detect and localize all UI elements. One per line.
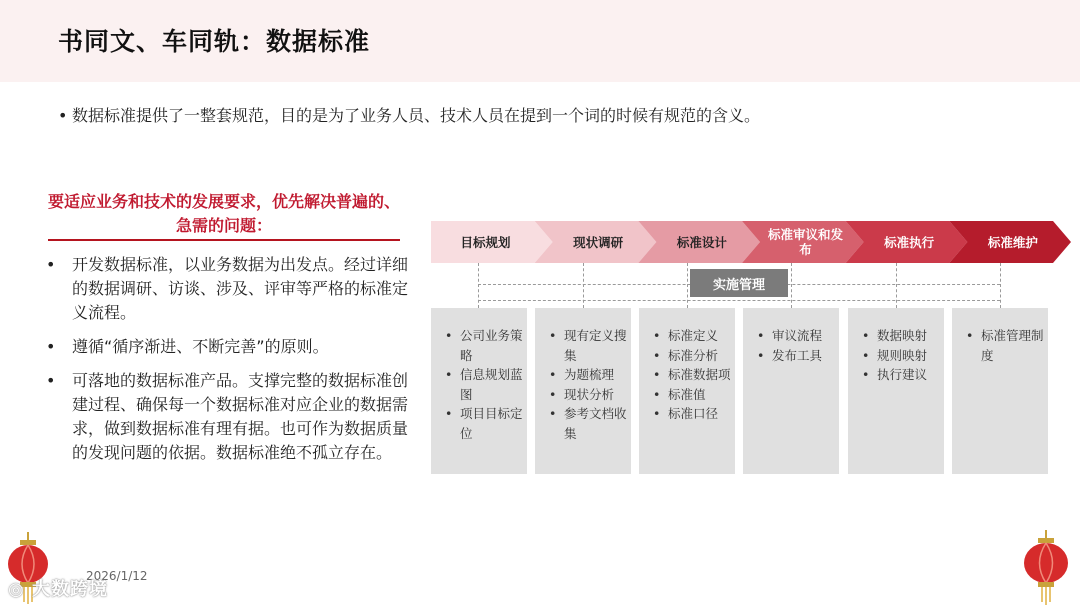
card-item — [862, 326, 940, 346]
intro-line — [58, 103, 760, 126]
bullet-dot: • — [58, 106, 68, 125]
flow-step-label: 标准执行 — [884, 234, 935, 250]
card-item — [549, 404, 627, 443]
bullet-dot: • — [757, 328, 765, 343]
left-bullet-item — [46, 253, 410, 325]
flow-step-label: 标准设计 — [676, 234, 727, 250]
watermark-icon: ◎ — [8, 579, 25, 600]
card-item-text: 为题梳理 — [564, 367, 615, 382]
card-item-text: 发布工具 — [772, 347, 823, 363]
card-item-text: 项目目标定位 — [460, 406, 523, 441]
bullet-dot: • — [653, 367, 661, 382]
watermark-logo — [8, 575, 108, 601]
bullet-dot: • — [445, 328, 453, 343]
dashed-connector — [687, 263, 688, 308]
activity-card — [848, 308, 944, 474]
lantern-icon — [1020, 530, 1072, 606]
card-item — [653, 385, 731, 405]
card-item — [653, 346, 731, 366]
flow-step-label: 现状调研 — [573, 234, 624, 250]
left-bullet-text: 可落地的数据标准产品。支撑完整的数据标准创建过程、确保每一个数据标准对应企业的数据需求，做到数据标准有理有据。也可作为数据质量的发现问题的依据。数据标准绝不孤立存在。 — [72, 371, 409, 462]
activity-card — [743, 308, 839, 474]
card-item-text: 公司业务策略 — [460, 328, 523, 363]
card-item-text: 标准定义 — [668, 328, 719, 343]
card-item-text: 参考文档收集 — [564, 406, 627, 441]
dashed-connector — [478, 300, 1000, 301]
activity-card — [535, 308, 631, 474]
bullet-dot: • — [445, 367, 453, 382]
card-item-text: 标准口径 — [668, 406, 719, 421]
card-item-text: 标准管理制度 — [981, 328, 1044, 363]
flow-step-label: 目标规划 — [460, 234, 511, 250]
card-item — [757, 326, 835, 346]
card-item-text: 信息规划蓝图 — [460, 367, 523, 402]
card-item-text: 审议流程 — [772, 328, 823, 343]
bullet-dot: • — [46, 371, 56, 390]
bullet-dot: • — [46, 255, 56, 274]
activity-card — [952, 308, 1048, 474]
card-item — [862, 365, 940, 385]
bullet-dot: • — [549, 328, 557, 343]
dashed-connector — [791, 263, 792, 308]
activity-card — [639, 308, 735, 474]
flow-step-label: 标准维护 — [987, 234, 1038, 250]
card-item — [549, 365, 627, 385]
bullet-dot: • — [653, 328, 661, 343]
bullet-dot: • — [862, 367, 870, 382]
dashed-connector — [1000, 263, 1001, 308]
card-item-text: 规则映射 — [877, 347, 928, 363]
left-heading: 要适应业务和技术的发展要求，优先解决普遍的、急需的问题： — [48, 192, 401, 235]
left-bullet-item — [46, 335, 410, 359]
left-bullet-text: 开发数据标准，以业务数据为出发点。经过详细的数据调研、访谈、涉及、评审等严格的标准定义流程。 — [72, 255, 409, 322]
bullet-dot: • — [445, 406, 453, 421]
card-item — [757, 346, 835, 366]
bullet-dot: • — [549, 386, 557, 402]
bullet-dot: • — [653, 347, 661, 363]
bullet-dot: • — [46, 337, 56, 356]
activity-card — [431, 308, 527, 474]
management-badge: 实施管理 — [690, 269, 788, 297]
slide-date: 2026/1/12 — [86, 569, 148, 583]
card-item-text: 标准值 — [668, 386, 706, 402]
bullet-dot: • — [653, 386, 661, 402]
card-item — [549, 385, 627, 405]
bullet-dot: • — [757, 347, 765, 363]
page-title: 书同文、车同轨：数据标准 — [58, 27, 371, 56]
bullet-dot: • — [549, 367, 557, 382]
left-bullet-list — [46, 253, 410, 475]
card-item — [862, 346, 940, 366]
card-item — [653, 365, 731, 385]
dashed-connector — [896, 263, 897, 308]
left-bullet-item — [46, 369, 410, 465]
card-item — [445, 326, 523, 365]
card-item-text: 执行建议 — [877, 367, 928, 382]
card-item-text: 现有定义搜集 — [564, 328, 627, 363]
bullet-dot: • — [653, 406, 661, 421]
bullet-dot: • — [862, 328, 870, 343]
process-flow — [431, 221, 1071, 263]
card-item — [966, 326, 1044, 365]
card-item-text: 现状分析 — [564, 386, 615, 402]
card-item — [653, 326, 731, 346]
card-item — [653, 404, 731, 424]
card-item-text: 标准数据项 — [668, 367, 731, 382]
watermark-text: 大数跨境 — [32, 579, 108, 600]
left-bullet-text: 遵循“循序渐进、不断完善”的原则。 — [72, 337, 329, 356]
flow-step-label: 标准审议和发布 — [768, 227, 844, 257]
left-divider — [48, 239, 400, 241]
card-item — [445, 365, 523, 404]
bullet-dot: • — [549, 406, 557, 421]
card-item-text: 标准分析 — [668, 347, 719, 363]
card-item-text: 数据映射 — [877, 328, 928, 343]
intro-text: 数据标准提供了一整套规范，目的是为了业务人员、技术人员在提到一个词的时候有规范的含义。 — [72, 106, 761, 125]
dashed-connector — [478, 263, 479, 308]
bullet-dot: • — [966, 328, 974, 343]
card-item — [445, 404, 523, 443]
bullet-dot: • — [862, 347, 870, 363]
dashed-connector — [583, 263, 584, 308]
card-item — [549, 326, 627, 365]
